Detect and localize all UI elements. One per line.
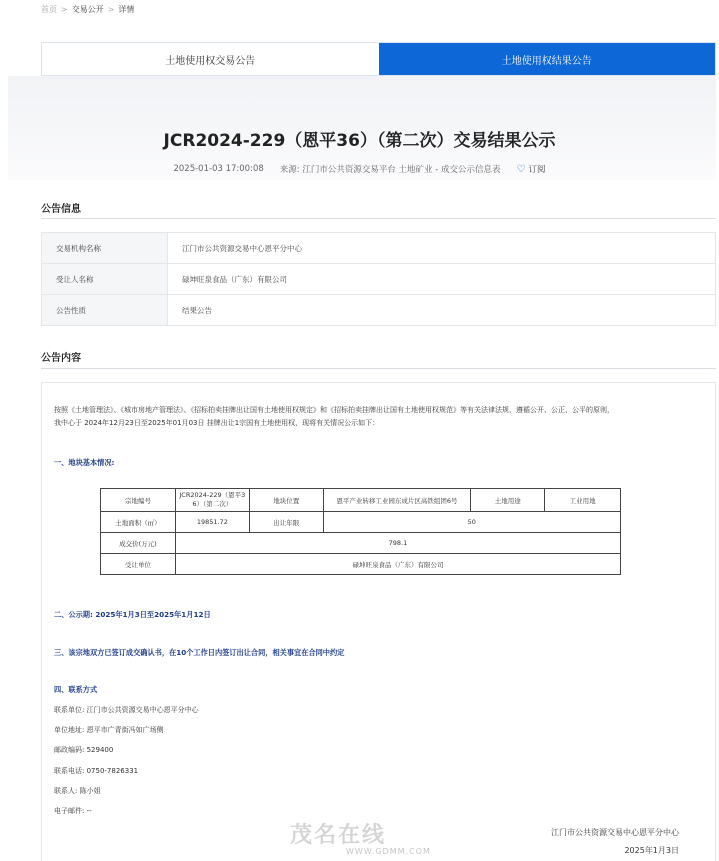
divider [41, 368, 716, 369]
heart-icon: ♡ [516, 163, 526, 175]
notice-meta [0, 163, 719, 175]
land-price: 798.1 [175, 533, 620, 554]
table-row [42, 233, 716, 264]
land-area: 19851.72 [175, 512, 249, 533]
section-heading: 四、联系方式 [54, 685, 98, 694]
land-label: 土地面积（㎡） [101, 512, 176, 533]
land-term: 50 [323, 512, 620, 533]
notice-content [41, 382, 716, 861]
info-table [41, 232, 716, 326]
page-title: JCR2024-229（恩平36）（第二次）交易结果公示 [163, 131, 556, 151]
land-use: 工业用地 [545, 489, 621, 512]
table-row [42, 295, 716, 326]
intro-paragraph: 我中心于 2024年12月23日至2025年01月03日 挂牌出让1宗国有土地使用权，现将有关情况公示如下： [54, 419, 380, 427]
land-number-line: 6）（第二次） [192, 500, 233, 508]
land-number-line: JCR2024-229（恩平3 [179, 491, 246, 499]
breadcrumb-home[interactable]: 首页 [41, 5, 57, 14]
info-value: 碌坤旺泉食品（广东）有限公司 [168, 264, 716, 295]
table-row [101, 554, 621, 575]
section-heading: 二、公示期: 2025年1月3日至2025年1月12日 [54, 610, 211, 619]
info-value: 结果公告 [168, 295, 716, 326]
breadcrumb-separator: > [61, 5, 68, 14]
signature-date: 2025年1月3日 [624, 846, 679, 855]
land-buyer: 碌坤旺泉食品（广东）有限公司 [175, 554, 620, 575]
content-section-title: 公告内容 [41, 353, 81, 364]
land-info-table [100, 488, 621, 575]
notice-tabs [41, 42, 716, 76]
breadcrumb [41, 4, 134, 15]
publish-datetime: 2025-01-03 17:00:08 [173, 164, 264, 174]
table-row [101, 489, 621, 512]
contact-line: 联系电话: 0750-7826331 [54, 767, 139, 775]
contact-line: 邮政编码: 529400 [54, 746, 114, 754]
intro-paragraph: 按照《土地管理法》、《城市房地产管理法》、《招标拍卖挂牌出让国有土地使用权规定》和《招标拍卖挂牌出让国有土地使用权规范》等有关法律法规，遵循公开、公正、公平的原则， [54, 406, 614, 414]
signature-organization: 江门市公共资源交易中心恩平分中心 [551, 828, 679, 837]
divider [41, 218, 716, 219]
table-row [101, 512, 621, 533]
subscribe-label: 订阅 [528, 165, 546, 175]
breadcrumb-current: 详情 [118, 5, 135, 14]
table-row [101, 533, 621, 554]
info-label: 交易机构名称 [42, 233, 168, 264]
watermark-logo: 茂名在线 [290, 823, 387, 848]
subscribe-button[interactable] [517, 163, 546, 175]
breadcrumb-section[interactable]: 交易公开 [71, 5, 104, 14]
info-section-title: 公告信息 [41, 204, 81, 215]
land-label: 地块位置 [249, 489, 323, 512]
land-label: 成交价(万元) [101, 533, 176, 554]
land-label: 出让年限 [249, 512, 323, 533]
contact-line: 联系单位: 江门市公共资源交易中心恩平分中心 [54, 706, 199, 714]
contact-line: 单位地址: 恩平市广青街冯如广场侧 [54, 726, 164, 734]
info-label: 公告性质 [42, 295, 168, 326]
info-label: 受让人名称 [42, 264, 168, 295]
land-label: 土地用途 [471, 489, 545, 512]
land-label: 宗地编号 [101, 489, 176, 512]
contact-line: 联系人: 陈小姐 [54, 787, 101, 795]
watermark-url: WWW.GDMM.COM [346, 847, 431, 856]
land-location: 恩平产业转移工业园东成片区高铁组团6号 [323, 489, 471, 512]
info-value: 江门市公共资源交易中心恩平分中心 [168, 233, 716, 264]
contact-line: 电子邮件: -- [54, 807, 92, 815]
land-label: 受让单位 [101, 554, 176, 575]
tab-land-transaction-notice[interactable]: 土地使用权交易公告 [165, 55, 256, 67]
table-row [42, 264, 716, 295]
notice-source: 来源: 江门市公共资源交易平台 土地矿业 - 成交公示信息表 [279, 165, 501, 175]
breadcrumb-separator: > [107, 5, 115, 14]
section-heading: 三、该宗地双方已签订成交确认书，在10个工作日内签订出让合同，相关事宜在合同中约定 [54, 648, 345, 657]
tab-land-result-notice[interactable]: 土地使用权结果公告 [379, 43, 716, 75]
land-number-cell [175, 489, 249, 512]
section-heading: 一、地块基本情况: [54, 458, 115, 467]
